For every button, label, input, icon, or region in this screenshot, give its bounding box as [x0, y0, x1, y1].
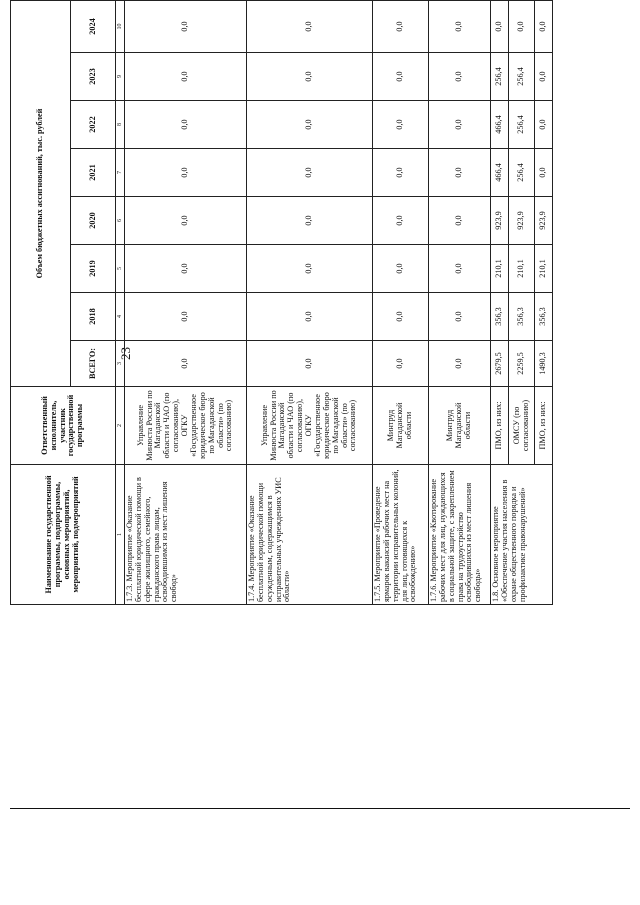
header-year-2020: 2020	[71, 197, 116, 245]
row-name: 1.8. Основное мероприятие «Обеспечение участия населения в охране общественного порядка и профилактике правонарушений»	[491, 465, 553, 605]
cell-value: 0,0	[125, 1, 247, 53]
cell-value: 0,0	[535, 101, 553, 149]
cell-value: 1490,3	[535, 341, 553, 387]
cell-value: 2679,5	[491, 341, 509, 387]
cell-value: 0,0	[373, 293, 429, 341]
cell-value: 923,9	[535, 197, 553, 245]
cell-value: 210,1	[509, 245, 535, 293]
row-name: 1.7.4. Мероприятие «Оказание бесплатной юридической помощи осужденным, содержащимся в исправительных учреждениях УИС области»	[247, 465, 373, 605]
row-executor: ОМСУ (по согласованию)	[509, 387, 535, 465]
bottom-divider	[10, 808, 630, 809]
header-year-2023: 2023	[71, 53, 116, 101]
row-executor: Управление Минюста России по Магаданской области и ЧАО (по согласованию), ОГКУ «Государственное юридическое бюро по Магаданской области» (по согласованию)	[125, 387, 247, 465]
table-row	[247, 1, 373, 605]
header-year-2024: 2024	[71, 1, 116, 53]
column-index: 9	[116, 53, 125, 101]
cell-value: 0,0	[535, 1, 553, 53]
cell-value: 2259,5	[509, 341, 535, 387]
cell-value: 0,0	[373, 197, 429, 245]
budget-table	[10, 0, 553, 605]
column-index: 1	[116, 465, 125, 605]
cell-value: 210,1	[491, 245, 509, 293]
cell-value: 923,9	[509, 197, 535, 245]
column-index: 8	[116, 101, 125, 149]
row-executor: Управление Минюста России по Магаданской области и ЧАО (по согласованию), ОГКУ «Государственное юридическое бюро по Магаданской области» (по согласованию)	[247, 387, 373, 465]
cell-value: 356,3	[491, 293, 509, 341]
cell-value: 0,0	[429, 293, 491, 341]
column-index: 4	[116, 293, 125, 341]
header-total: ВСЕГО:	[71, 341, 116, 387]
cell-value: 0,0	[247, 341, 373, 387]
cell-value: 0,0	[535, 53, 553, 101]
column-index: 6	[116, 197, 125, 245]
page-number: 23	[118, 347, 133, 360]
cell-value: 256,4	[491, 53, 509, 101]
cell-value: 0,0	[535, 149, 553, 197]
cell-value: 0,0	[373, 1, 429, 53]
row-name: 1.7.3. Мероприятие «Оказание бесплатной юридической помощи в сфере жилищного, семейного, гражданского права лицам, освободившимся из мест лишения свобод»	[125, 465, 247, 605]
header-year-2021: 2021	[71, 149, 116, 197]
cell-value: 0,0	[429, 53, 491, 101]
cell-value: 0,0	[373, 245, 429, 293]
column-index: 2	[116, 387, 125, 465]
table-row	[125, 1, 247, 605]
table-row	[491, 1, 509, 605]
cell-value: 0,0	[247, 293, 373, 341]
cell-value: 256,4	[509, 101, 535, 149]
cell-value: 0,0	[125, 293, 247, 341]
cell-value: 0,0	[247, 245, 373, 293]
cell-value: 0,0	[429, 1, 491, 53]
header-year-2022: 2022	[71, 101, 116, 149]
cell-value: 466,4	[491, 101, 509, 149]
column-index: 10	[116, 1, 125, 53]
row-name: 1.7.5. Мероприятие «Проведение ярмарок вакансий рабочих мест на территории исправительных колоний, для лиц, готовящихся к освобождению»	[373, 465, 429, 605]
header-year-2019: 2019	[71, 245, 116, 293]
cell-value: 0,0	[429, 245, 491, 293]
cell-value: 0,0	[125, 341, 247, 387]
row-executor: Минтруд Магаданской области	[373, 387, 429, 465]
table-row	[429, 1, 491, 605]
row-executor: ПМО, из них:	[535, 387, 553, 465]
cell-value: 0,0	[491, 1, 509, 53]
cell-value: 466,4	[491, 149, 509, 197]
cell-value: 356,3	[509, 293, 535, 341]
row-executor: Минтруд Магаданской области	[429, 387, 491, 465]
cell-value: 0,0	[247, 53, 373, 101]
column-index: 7	[116, 149, 125, 197]
cell-value: 0,0	[125, 53, 247, 101]
cell-value: 0,0	[373, 101, 429, 149]
cell-value: 210,1	[535, 245, 553, 293]
header-budget-group: Объем бюджетных ассигнований, тыс. рублей	[11, 1, 71, 387]
cell-value: 0,0	[125, 101, 247, 149]
cell-value: 0,0	[429, 101, 491, 149]
cell-value: 0,0	[125, 149, 247, 197]
column-index: 5	[116, 245, 125, 293]
cell-value: 0,0	[373, 53, 429, 101]
cell-value: 0,0	[247, 149, 373, 197]
cell-value: 0,0	[373, 149, 429, 197]
cell-value: 0,0	[247, 1, 373, 53]
header-executor: Ответственный исполнитель, участник государственной программы	[11, 387, 116, 465]
cell-value: 0,0	[509, 1, 535, 53]
cell-value: 256,4	[509, 149, 535, 197]
cell-value: 356,3	[535, 293, 553, 341]
row-executor: ПМО, из них:	[491, 387, 509, 465]
cell-value: 256,4	[509, 53, 535, 101]
row-name: 1.7.6. Мероприятие «Квотирование рабочих мест для лиц, нуждающихся в социальной защите, с закреплением права на трудоустройство освободившихся из мест лишения свободы»	[429, 465, 491, 605]
cell-value: 0,0	[247, 101, 373, 149]
column-index-row	[116, 1, 125, 605]
column-index: 3	[116, 341, 125, 387]
cell-value: 923,9	[491, 197, 509, 245]
cell-value: 0,0	[125, 197, 247, 245]
cell-value: 0,0	[429, 341, 491, 387]
cell-value: 0,0	[373, 341, 429, 387]
cell-value: 0,0	[247, 197, 373, 245]
header-year-2018: 2018	[71, 293, 116, 341]
cell-value: 0,0	[429, 197, 491, 245]
cell-value: 0,0	[429, 149, 491, 197]
header-name: Наименование государственной программы, подпрограммы, основных мероприятий, мероприятий, подмероприятий	[11, 465, 116, 605]
table-row	[373, 1, 429, 605]
cell-value: 0,0	[125, 245, 247, 293]
